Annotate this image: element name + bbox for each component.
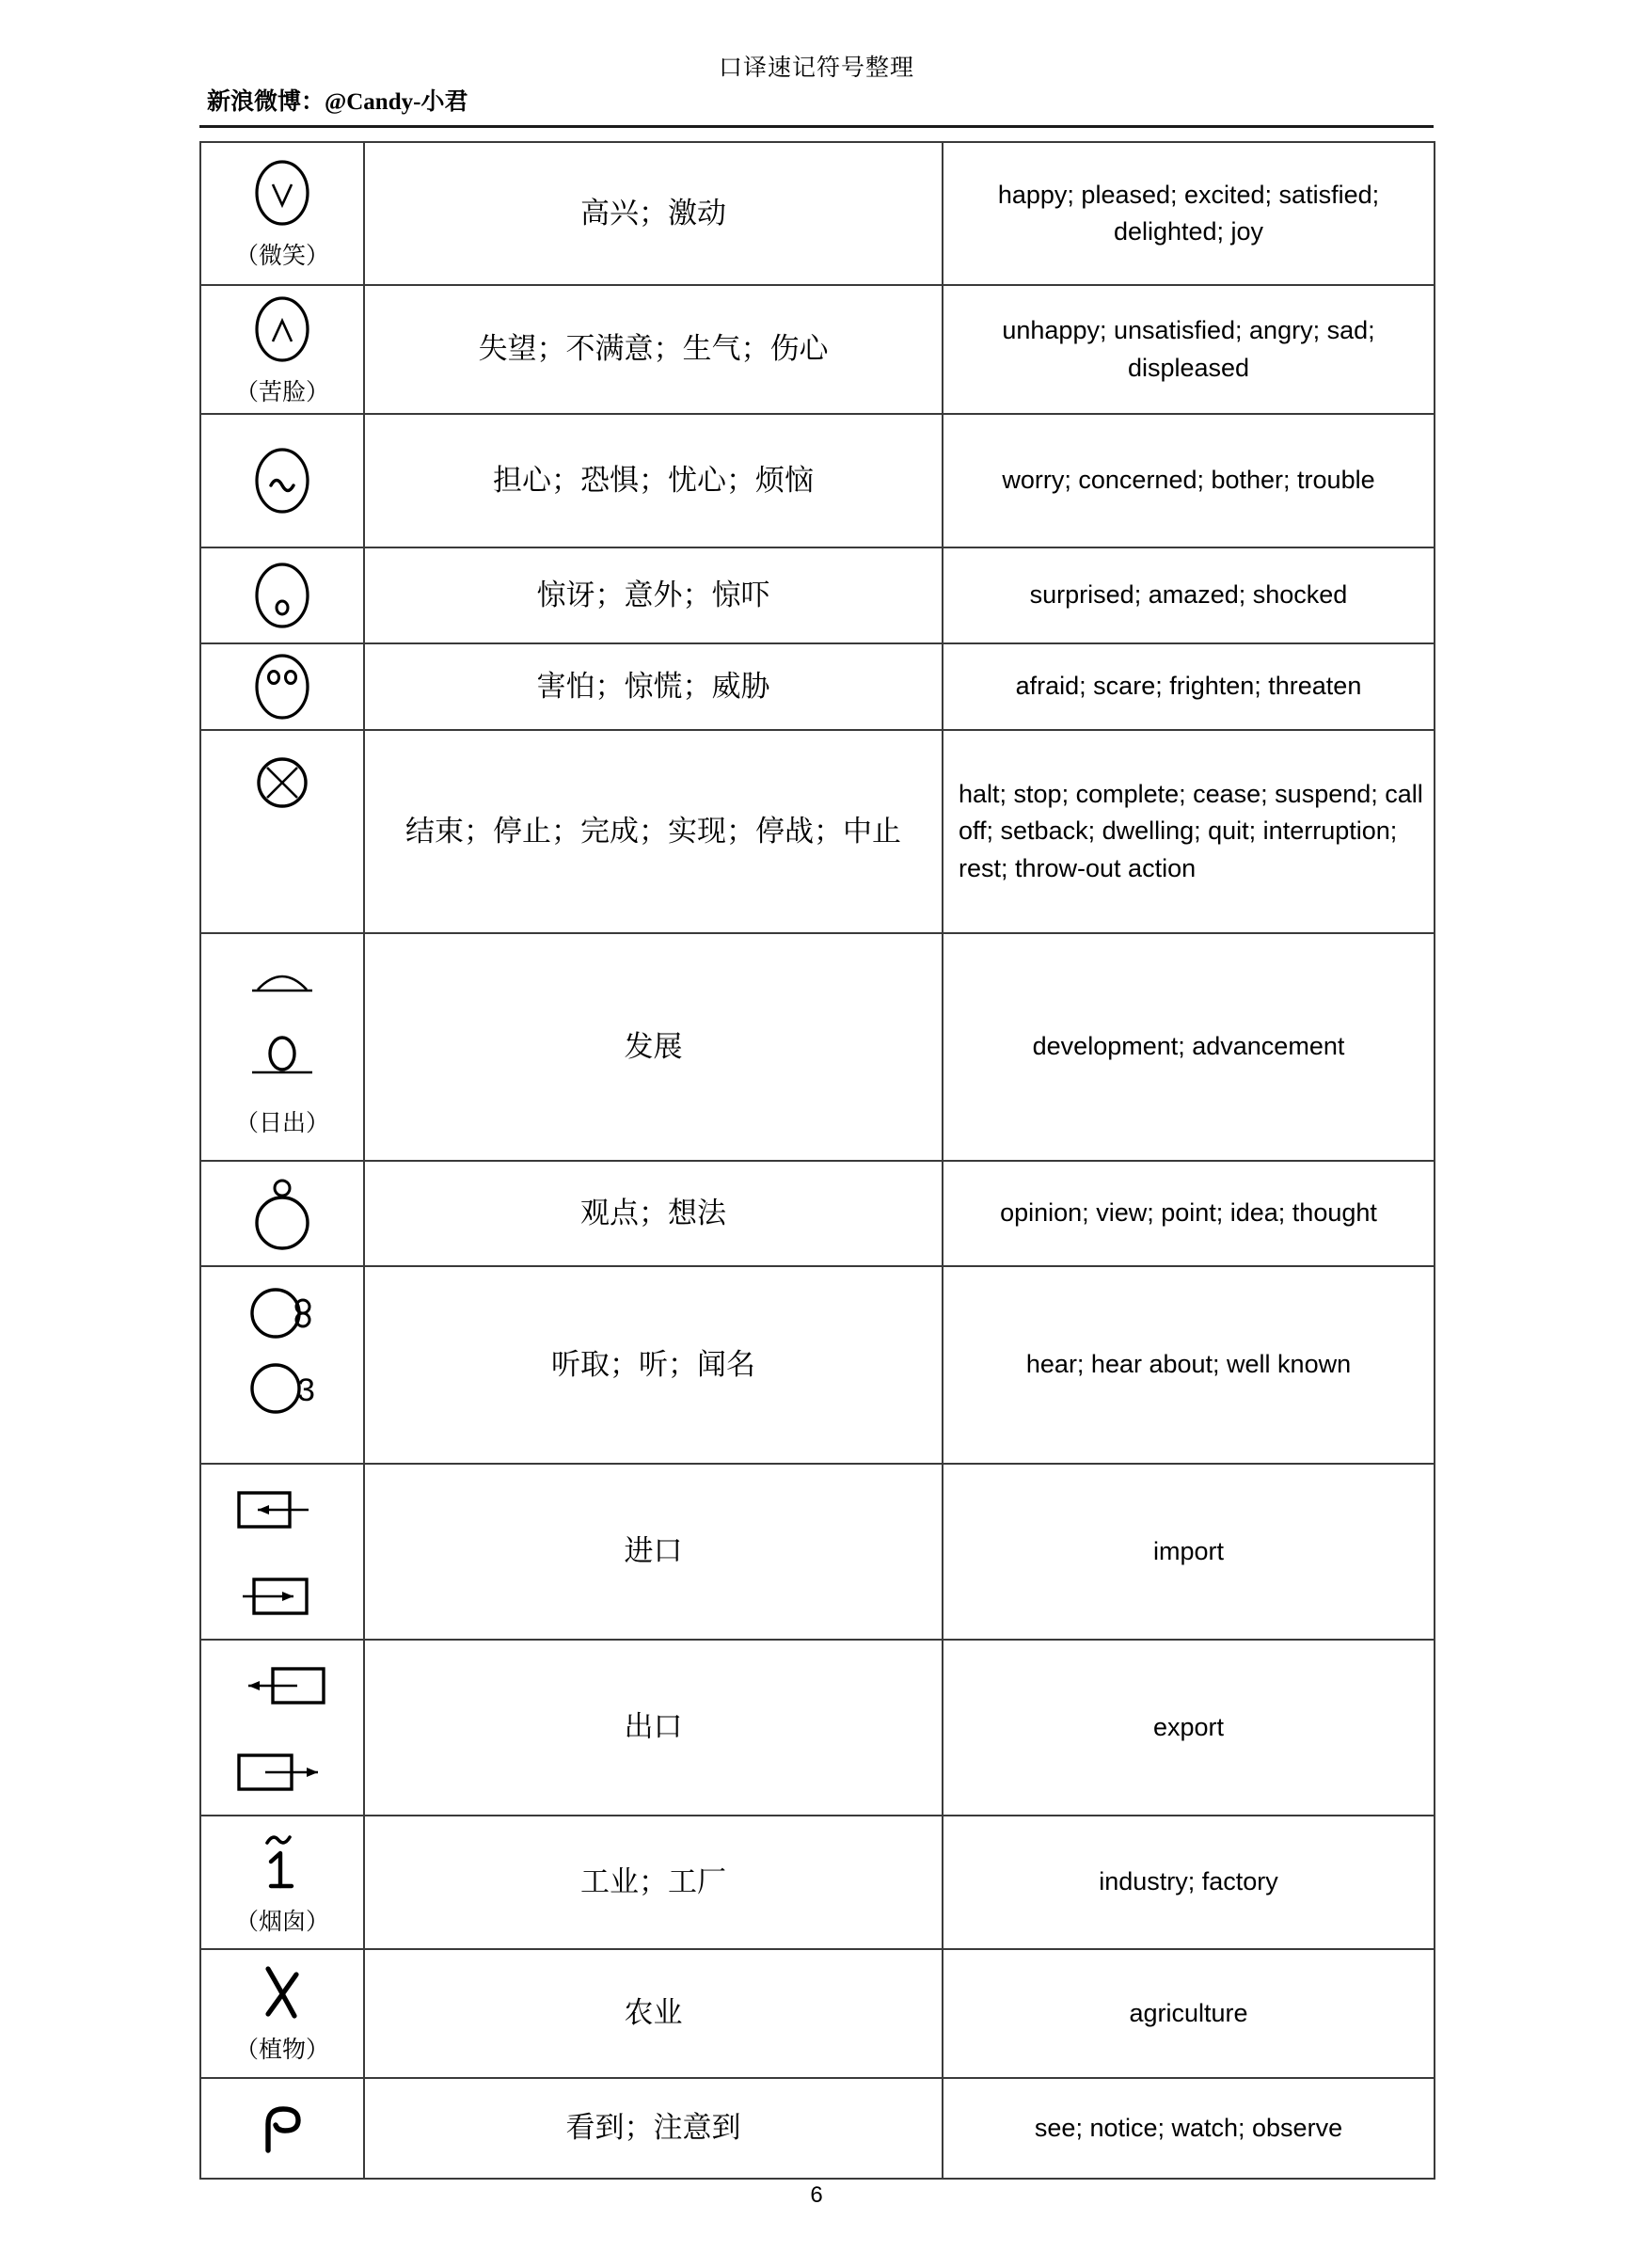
table-row (200, 1640, 1435, 1816)
symbol-cell (200, 1266, 364, 1464)
page-number: 6 (810, 2182, 823, 2208)
english-cell: worry; concerned; bother; trouble (943, 414, 1435, 547)
smiley-face-v-mouth-symbol (201, 156, 363, 230)
chinese-cell: 发展 (364, 933, 943, 1161)
table-row (200, 1949, 1435, 2078)
symbol-cell (200, 285, 364, 414)
symbol-cell (200, 1464, 364, 1640)
chinese-cell: 工业；工厂 (364, 1816, 943, 1949)
chinese-cell: 出口 (364, 1640, 943, 1816)
english-cell: agriculture (943, 1949, 1435, 2078)
table-row (200, 547, 1435, 643)
plant-agriculture-symbol (201, 1963, 363, 2023)
english-cell: halt; stop; complete; cease; suspend; call off; setback; dwelling; quit; interruption; rest; throw-out action (943, 730, 1435, 933)
english-cell: see; notice; watch; observe (943, 2078, 1435, 2179)
english-cell: unhappy; unsatisfied; angry; sad; displeased (943, 285, 1435, 414)
symbol-caption: （烟囱） (234, 1910, 329, 1935)
table-row (200, 933, 1435, 1161)
chinese-cell: 结束；停止；完成；实现；停战；中止 (364, 730, 943, 933)
table-row (200, 142, 1435, 285)
symbol-caption: （苦脸） (234, 379, 329, 405)
symbol-cell (200, 1640, 364, 1816)
chinese-cell: 进口 (364, 1464, 943, 1640)
english-cell: industry; factory (943, 1816, 1435, 1949)
english-cell: export (943, 1640, 1435, 1816)
author-handle: 新浪微博：@Candy-小君 (207, 89, 468, 115)
symbol-caption: （植物） (234, 2037, 329, 2063)
symbol-table (199, 141, 1435, 2180)
english-cell: happy; pleased; excited; satisfied; delighted; joy (943, 142, 1435, 285)
chinese-cell: 高兴；激动 (364, 142, 943, 285)
chinese-cell: 惊讶；意外；惊吓 (364, 547, 943, 643)
chinese-cell: 看到；注意到 (364, 2078, 943, 2179)
header-divider (199, 125, 1434, 128)
chinese-cell: 观点；想法 (364, 1161, 943, 1266)
english-cell: import (943, 1464, 1435, 1640)
chinese-cell: 害怕；惊慌；威胁 (364, 643, 943, 730)
symbol-cell (200, 643, 364, 730)
box-arrow-out-export-symbol (201, 1660, 363, 1796)
page-header (0, 0, 1633, 115)
head-with-ears-hear-symbol (201, 1284, 363, 1418)
page-title: 口译速记符号整理 (718, 56, 914, 81)
symbol-cell (200, 933, 364, 1161)
worried-face-wavy-mouth-symbol (201, 444, 363, 517)
symbol-cell (200, 730, 364, 933)
symbol-cell (200, 547, 364, 643)
eye-hook-see-symbol (201, 2100, 363, 2158)
circled-cross-stop-symbol (201, 753, 363, 812)
symbol-caption: （微笑） (234, 244, 329, 269)
table-row (200, 1161, 1435, 1266)
english-cell: opinion; view; point; idea; thought (943, 1161, 1435, 1266)
head-with-idea-opinion-symbol (201, 1173, 363, 1254)
table-row (200, 1464, 1435, 1640)
table-row (200, 1816, 1435, 1949)
table-row (200, 730, 1435, 933)
chinese-cell: 失望；不满意；生气；伤心 (364, 285, 943, 414)
symbol-cell (200, 142, 364, 285)
symbol-cell (200, 2078, 364, 2179)
chinese-cell: 听取；听；闻名 (364, 1266, 943, 1464)
symbol-cell (200, 1816, 364, 1949)
sunrise-development-symbol (201, 956, 363, 1097)
table-row (200, 414, 1435, 547)
svg-text:3: 3 (297, 1372, 315, 1408)
table-row (200, 643, 1435, 730)
afraid-face-two-eyes-symbol (201, 650, 363, 723)
symbol-table-wrapper (199, 141, 1434, 2180)
table-row (200, 1266, 1435, 1464)
table-row (200, 2078, 1435, 2179)
english-cell: hear; hear about; well known (943, 1266, 1435, 1464)
english-cell: development; advancement (943, 933, 1435, 1161)
chimney-industry-symbol (201, 1828, 363, 1895)
symbol-cell (200, 1161, 364, 1266)
symbol-cell (200, 414, 364, 547)
box-arrow-in-import-symbol (201, 1484, 363, 1620)
surprised-face-small-mouth-symbol (201, 559, 363, 632)
english-cell: surprised; amazed; shocked (943, 547, 1435, 643)
symbol-cell (200, 1949, 364, 2078)
english-cell: afraid; scare; frighten; threaten (943, 643, 1435, 730)
frowning-face-caret-mouth-symbol (201, 293, 363, 366)
table-row (200, 285, 1435, 414)
symbol-caption: （日出） (234, 1111, 329, 1136)
chinese-cell: 担心；恐惧；忧心；烦恼 (364, 414, 943, 547)
chinese-cell: 农业 (364, 1949, 943, 2078)
